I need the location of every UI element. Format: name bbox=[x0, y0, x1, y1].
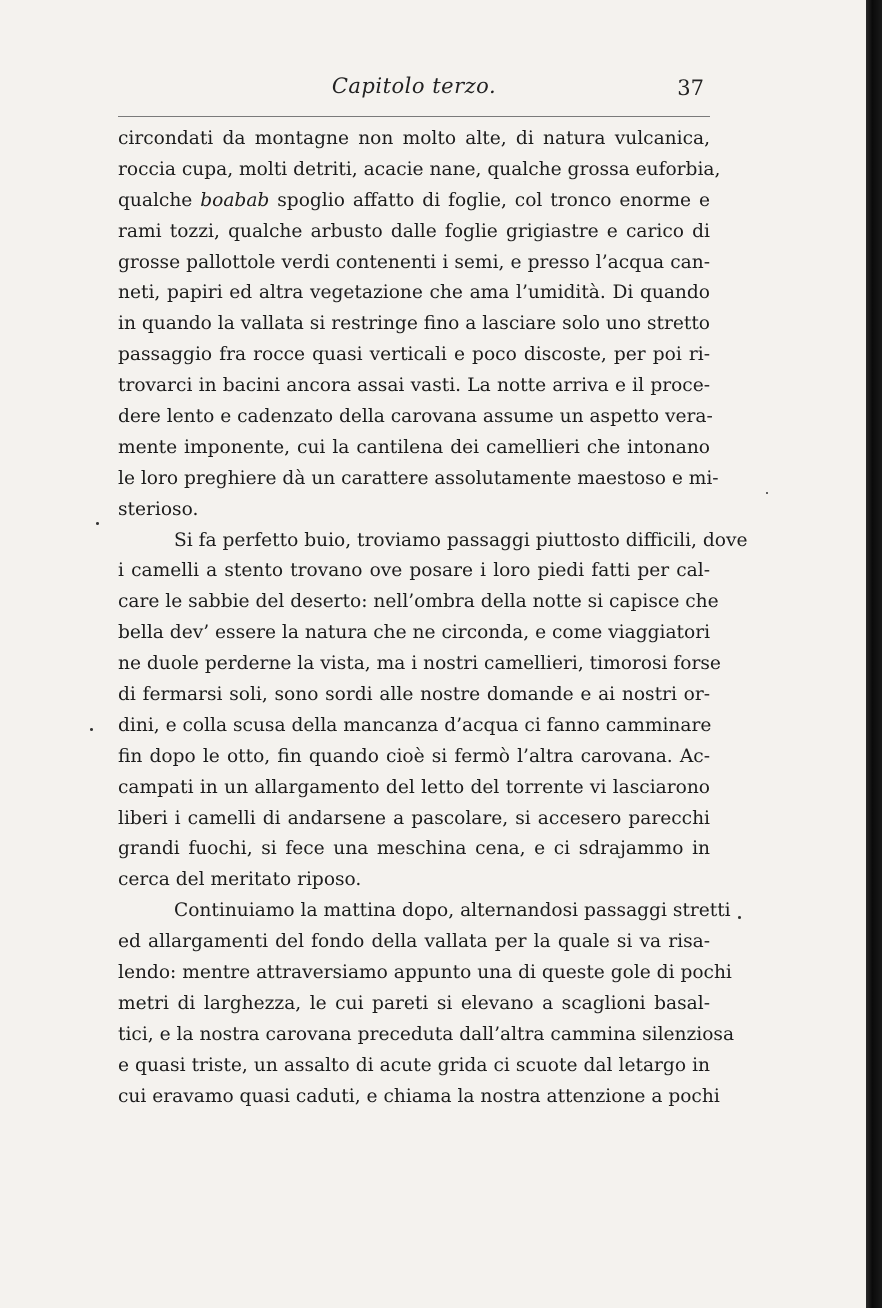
text-line: le loro preghiere dà un carattere assolutamente maestoso e mi- bbox=[118, 467, 719, 489]
text-line: e quasi triste, un assalto di acute grida ci scuote dal letargo in bbox=[118, 1054, 710, 1076]
text-line: grosse pallottole verdi contenenti i semi, e presso l’acqua can- bbox=[118, 251, 710, 273]
text-line: neti, papiri ed altra vegetazione che ama l’umidità. Di quando bbox=[118, 282, 710, 304]
text-line: cui eravamo quasi caduti, e chiama la nostra attenzione a pochi bbox=[118, 1085, 720, 1107]
text-line: fin dopo le otto, fin quando cioè si fermò l’altra carovana. Ac- bbox=[118, 745, 710, 767]
text-line: ne duole perderne la vista, ma i nostri camellieri, timorosi forse bbox=[118, 653, 721, 675]
text-line: passaggio fra rocce quasi verticali e poco discoste, per poi ri- bbox=[118, 344, 710, 366]
text-line: campati in un allargamento del letto del torrente vi lasciarono bbox=[118, 776, 710, 798]
text-line: ed allargamenti del fondo della vallata per la quale si va risa- bbox=[118, 931, 710, 953]
text-line: liberi i camelli di andarsene a pascolare, si accesero parecchi bbox=[118, 807, 710, 829]
paragraph bbox=[118, 526, 748, 897]
text-line: Continuiamo la mattina dopo, alternandosi passaggi stretti bbox=[174, 900, 731, 922]
page-number: 37 bbox=[677, 76, 704, 100]
text-line: metri di larghezza, le cui pareti si elevano a scaglioni basal- bbox=[118, 992, 710, 1014]
text-line: roccia cupa, molti detriti, acacie nane, qualche grossa euforbia, bbox=[118, 158, 721, 180]
header-rule bbox=[118, 116, 710, 117]
text-line: Si fa perfetto buio, troviamo passaggi piuttosto difficili, dove bbox=[174, 529, 748, 551]
text-line: dere lento e cadenzato della carovana assume un aspetto vera- bbox=[118, 406, 713, 428]
text-line: in quando la vallata si restringe fino a lasciare solo uno stretto bbox=[118, 313, 710, 335]
text-line: bella dev’ essere la natura che ne circonda, e come viaggiatori bbox=[118, 622, 711, 644]
text-line: tici, e la nostra carovana preceduta dall’altra cammina silenziosa bbox=[118, 1023, 735, 1045]
paragraph bbox=[118, 124, 721, 526]
page-header bbox=[118, 74, 710, 108]
paragraph bbox=[118, 896, 735, 1112]
text-line: mente imponente, cui la cantilena dei camellieri che intonano bbox=[118, 436, 710, 458]
text-line: cerca del meritato riposo. bbox=[118, 869, 362, 891]
body-text bbox=[118, 124, 748, 1113]
text-line: di fermarsi soli, sono sordi alle nostre domande e ai nostri or- bbox=[118, 684, 710, 706]
ink-speck bbox=[90, 728, 93, 731]
ink-speck bbox=[766, 492, 768, 494]
text-line: care le sabbie del deserto: nell’ombra della notte si capisce che bbox=[118, 591, 719, 613]
book-spine-edge bbox=[866, 0, 882, 1308]
text-line: dini, e colla scusa della mancanza d’acqua ci fanno camminare bbox=[118, 714, 712, 736]
text-line: lendo: mentre attraversiamo appunto una di queste gole di pochi bbox=[118, 962, 732, 984]
ink-speck bbox=[96, 522, 99, 525]
text-line: qualche boabab spoglio affatto di foglie, col tronco enorme e bbox=[118, 189, 710, 211]
text-line: trovarci in bacini ancora assai vasti. La notte arriva e il proce- bbox=[118, 375, 710, 397]
text-line: circondati da montagne non molto alte, di natura vulcanica, bbox=[118, 128, 710, 149]
ink-speck bbox=[738, 916, 741, 919]
text-line: i camelli a stento trovano ove posare i loro piedi fatti per cal- bbox=[118, 560, 710, 582]
text-line: sterioso. bbox=[118, 498, 199, 520]
text-line: grandi fuochi, si fece una meschina cena, e ci sdrajammo in bbox=[118, 838, 710, 860]
running-head: Capitolo terzo. bbox=[331, 74, 497, 98]
text-line: rami tozzi, qualche arbusto dalle foglie grigiastre e carico di bbox=[118, 220, 710, 242]
